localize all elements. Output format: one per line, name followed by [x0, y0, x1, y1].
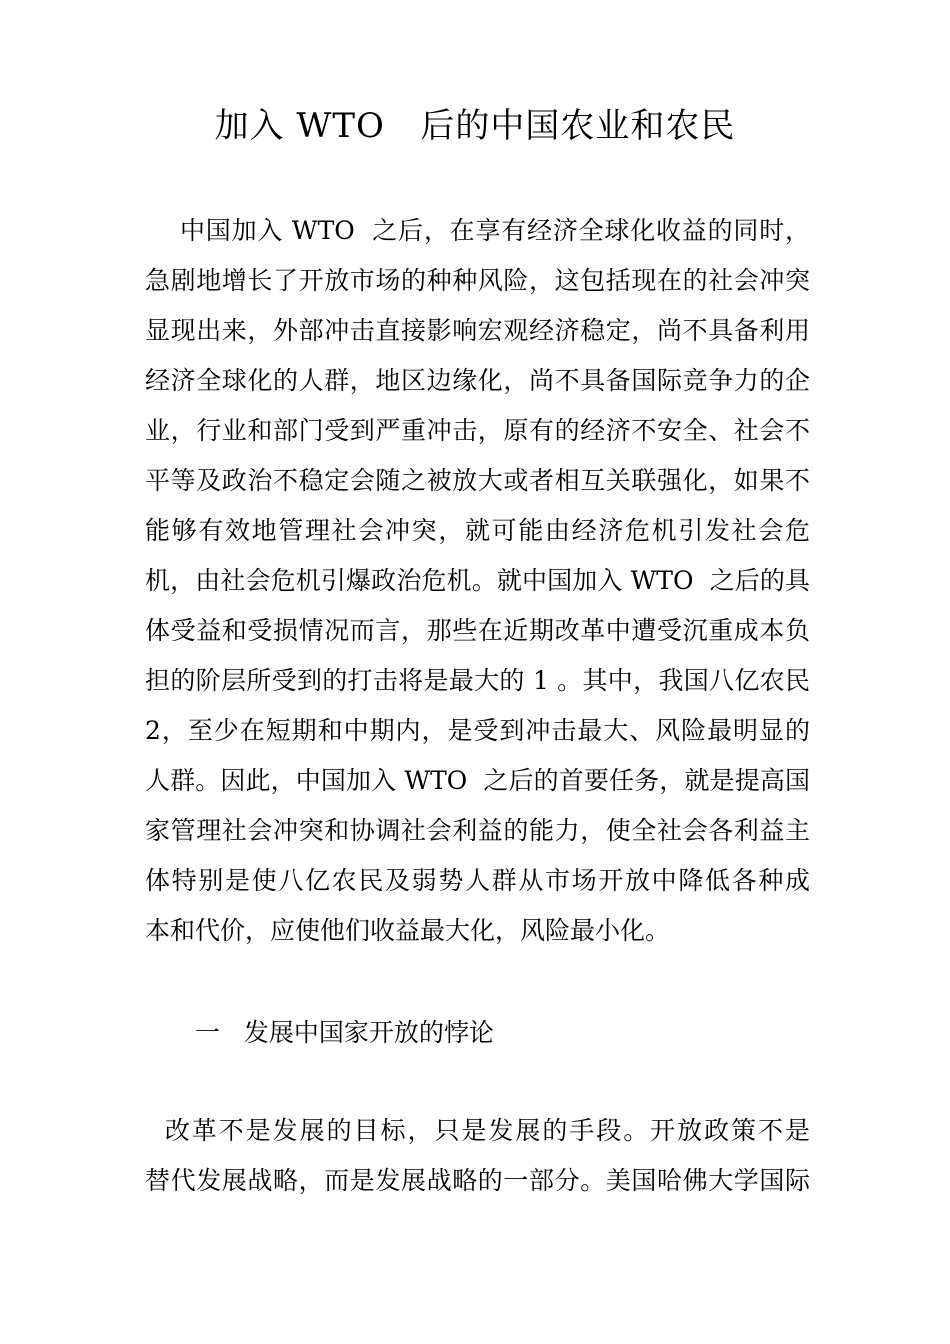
- paragraph-line: 显现出来，外部冲击直接影响宏观经济稳定，尚不具备利用: [145, 316, 810, 345]
- paragraph-line: 能够有效地管理社会冲突，就可能由经济危机引发社会危: [145, 516, 810, 545]
- paragraph-line: 家管理社会冲突和协调社会利益的能力，使全社会各利益主: [145, 816, 810, 845]
- paragraph-line: 业，行业和部门受到严重冲击，原有的经济不安全、社会不: [145, 416, 810, 445]
- paragraph-line: 急剧地增长了开放市场的种种风险，这包括现在的社会冲突: [145, 266, 810, 295]
- paragraph-line: 机，由社会危机引爆政治危机。就中国加入 WTO 之后的具: [145, 566, 810, 595]
- paragraph-line: 经济全球化的人群，地区边缘化，尚不具备国际竞争力的企: [145, 366, 810, 395]
- paragraph-line: 人群。因此，中国加入 WTO 之后的首要任务，就是提高国: [145, 766, 810, 795]
- paragraph-line: 平等及政治不稳定会随之被放大或者相互关联强化，如果不: [145, 466, 810, 495]
- paragraph-line: 改革不是发展的目标，只是发展的手段。开放政策不是: [145, 1116, 810, 1145]
- document-title: 加入 WTO 后的中国农业和农民: [214, 106, 736, 146]
- paragraph-line: 本和代价，应使他们收益最大化，风险最小化。: [145, 916, 671, 945]
- paragraph-line: 体受益和受损情况而言，那些在近期改革中遭受沉重成本负: [145, 616, 810, 645]
- paragraph-line: 体特别是使八亿农民及弱势人群从市场开放中降低各种成: [145, 866, 810, 895]
- paragraph-line: 担的阶层所受到的打击将是最大的 1 。其中，我国八亿农民: [145, 666, 810, 695]
- paragraph-line: 替代发展战略，而是发展战略的一部分。美国哈佛大学国际: [145, 1166, 810, 1195]
- paragraph-line: 中国加入 WTO 之后，在享有经济全球化收益的同时，: [145, 216, 810, 245]
- section-heading: 一 发展中国家开放的悖论: [195, 1018, 494, 1047]
- paragraph-line: 2，至少在短期和中期内，是受到冲击最大、风险最明显的: [145, 716, 810, 745]
